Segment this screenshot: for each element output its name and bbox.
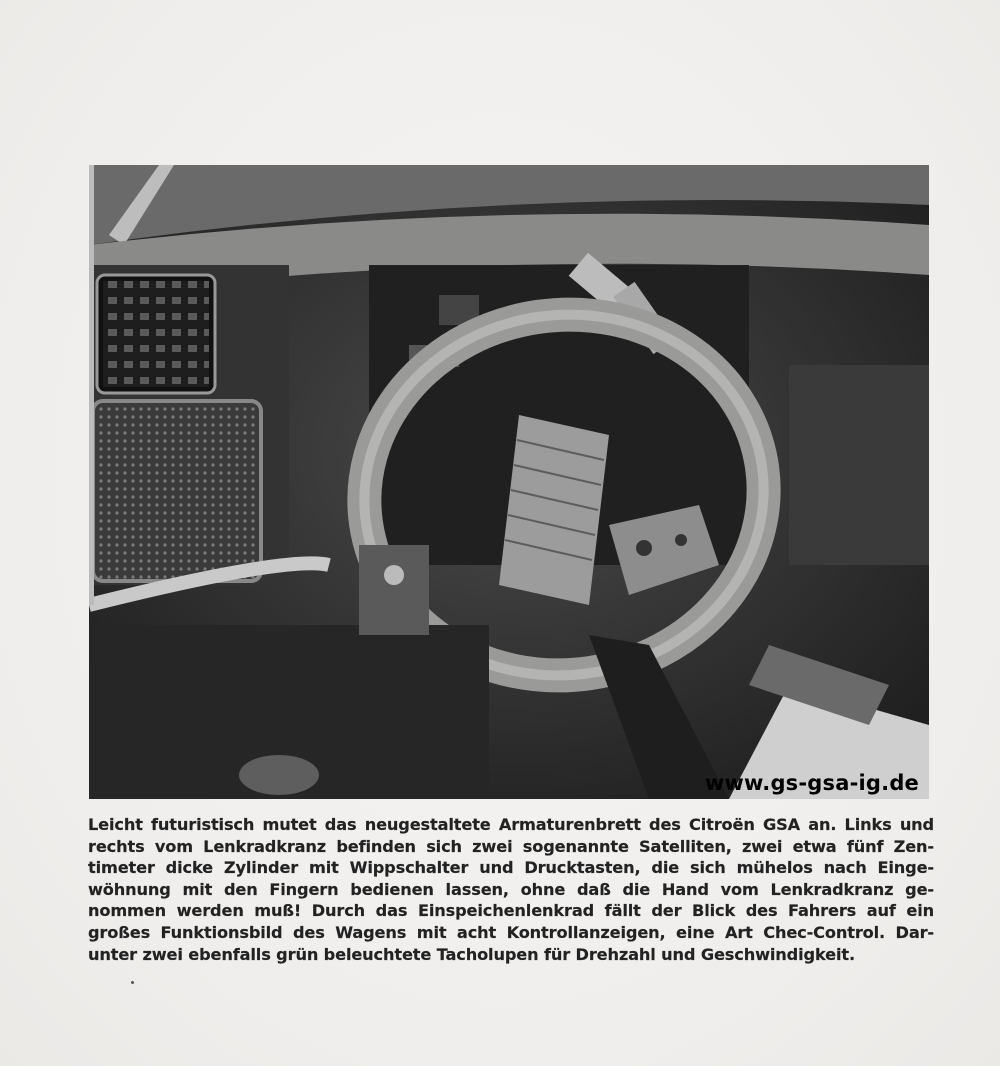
dashboard-photo-image [89,165,929,799]
photo-caption [88,814,934,965]
caption-line: großes Funktionsbild des Wagens mit acht Kontrollanzeigen, eine Art Chec-Control. Dar- [88,922,934,942]
caption-line: timeter dicke Zylinder mit Wippschalter und Drucktasten, die sich mühelos nach Einge- [88,858,934,878]
website-watermark: www.gs-gsa-ig.de [704,771,919,795]
caption-line: wöhnung mit den Fingern bedienen lassen, ohne daß die Hand vom Lenkradkranz ge- [88,879,934,899]
speck [131,981,134,984]
caption-line: nommen werden muß! Durch das Einspeichenlenkrad fällt der Blick des Fahrers auf ein [88,901,934,921]
dashboard-photo [89,165,929,799]
caption-line: rechts vom Lenkradkranz befinden sich zwei sogenannte Satelliten, zwei etwa fünf Zen- [88,836,934,856]
caption-line: unter zwei ebenfalls grün beleuchtete Tacholupen für Drehzahl und Geschwindigkeit. [88,944,855,964]
caption-line: Leicht futuristisch mutet das neugestaltete Armaturenbrett des Citroën GSA an. Links und [88,815,934,834]
